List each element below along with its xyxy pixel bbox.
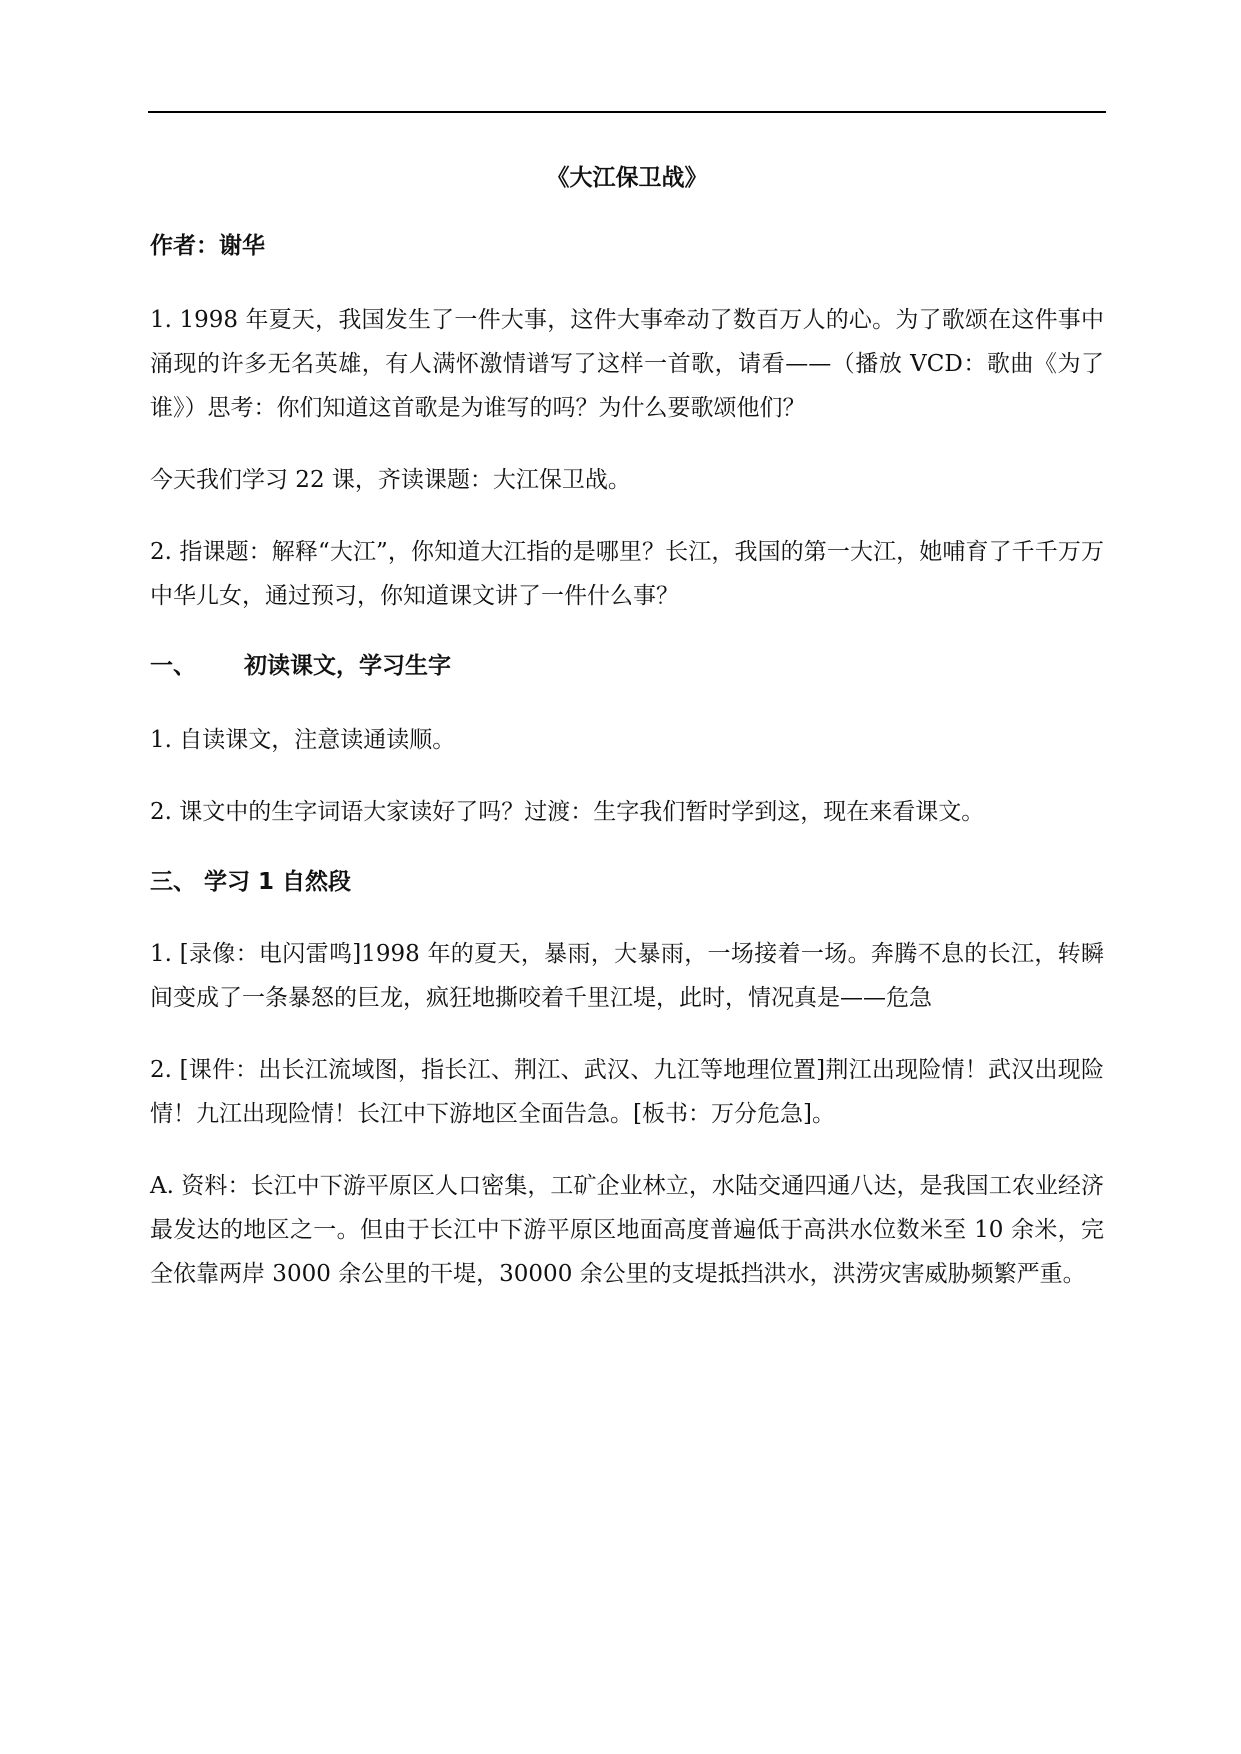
paragraph-materials: A. 资料：长江中下游平原区人口密集，工矿企业林立，水陆交通四通八达，是我国工农业经济最发达的地区之一。但由于长江中下游平原区地面高度普遍低于高洪水位数米至 10 余米，完全依靠两岸 3000 余公里的干堤，30000 余公里的支堤抵挡洪水，洪涝灾害威胁频繁严重。	[150, 1173, 1104, 1287]
paragraph-self-read: 1. 自读课文，注意读通读顺。	[150, 727, 456, 753]
paragraph-video: 1. [录像：电闪雷鸣]1998 年的夏天，暴雨，大暴雨，一场接着一场。奔腾不息的长江，转瞬间变成了一条暴怒的巨龙，疯狂地撕咬着千里江堤，此时，情况真是——危急	[150, 941, 1104, 1011]
author-line: 作者：谢华	[150, 233, 265, 259]
paragraph-intro: 1. 1998 年夏天，我国发生了一件大事，这件大事牵动了数百万人的心。为了歌颂在这件事中涌现的许多无名英雄，有人满怀激情谱写了这样一首歌，请看——（播放 VCD：歌曲《为了谁》）思考：你们知道这首歌是为谁写的吗？为什么要歌颂他们？	[150, 307, 1104, 421]
section-heading-first-reading: 一、 初读课文，学习生字	[150, 653, 452, 679]
paragraph-lesson-title: 今天我们学习 22 课，齐读课题：大江保卫战。	[150, 467, 631, 493]
paragraph-map: 2. [课件：出长江流域图，指长江、荆江、武汉、九江等地理位置]荆江出现险情！武汉出现险情！九江出现险情！长江中下游地区全面告急。[板书：万分危急]。	[150, 1057, 1104, 1127]
section-heading-paragraph-one: 三、 学习 1 自然段	[150, 869, 352, 895]
paragraph-vocabulary: 2. 课文中的生字词语大家读好了吗？过渡：生字我们暂时学到这，现在来看课文。	[150, 799, 985, 825]
document-body	[150, 158, 1104, 1324]
document-title: 《大江保卫战》	[546, 165, 708, 191]
paragraph-explain-title: 2. 指课题：解释“大江”，你知道大江指的是哪里？长江，我国的第一大江，她哺育了千千万万中华儿女，通过预习，你知道课文讲了一件什么事？	[150, 539, 1104, 609]
header-rule	[148, 111, 1106, 113]
